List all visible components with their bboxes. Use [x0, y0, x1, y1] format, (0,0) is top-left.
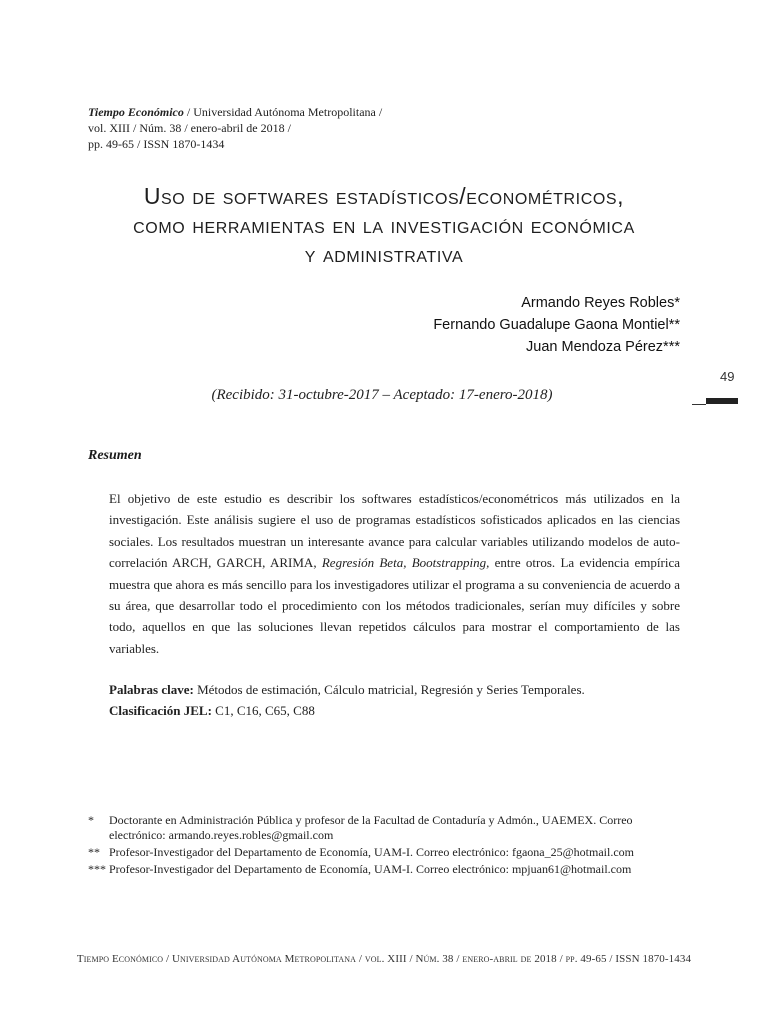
running-footer: Tiempo Económico / Universidad Autónoma Metropolitana / vol. XIII / Núm. 38 / enero-abril de 2018 / pp. 49-65 / ISSN 1870-1434 [76, 953, 692, 965]
footnotes [88, 813, 680, 879]
received-accepted-dates [0, 387, 768, 404]
title-line-2: como herramientas en la investigación económica [133, 212, 635, 238]
footnote-text: Profesor-Investigador del Departamento de Economía, UAM-I. Correo electrónico: fgaona_25@hotmail.com [109, 845, 634, 859]
abstract-italic-terms: Regresión Beta, Bootstrapping, [321, 555, 490, 571]
footnote [88, 862, 680, 877]
abstract-body [109, 488, 680, 659]
journal-name: Tiempo Económico [88, 105, 184, 119]
footnote-text: Profesor-Investigador del Departamento de Economía, UAM-I. Correo electrónico: mpjuan61@hotmail.com [109, 862, 632, 876]
page-number: 49 [720, 369, 735, 384]
jel-label: Clasificación JEL: [109, 702, 212, 718]
title-line-1: Uso de softwares estadísticos/econométricos, [143, 183, 625, 209]
footnote-mark: *** [88, 862, 106, 876]
received-text: (Recibido: 31-octubre-2017 – Aceptado: 17-enero-2018) [211, 387, 553, 403]
header-volume: vol. XIII / Núm. 38 / enero-abril de 2018 / [88, 121, 291, 135]
thumb-tab-rule [692, 404, 706, 405]
footnote [88, 813, 680, 843]
footnote [88, 845, 680, 860]
jel-line [109, 701, 689, 722]
keywords-value: Métodos de estimación, Cálculo matricial, Regresión y Series Temporales. [193, 682, 585, 697]
article-title [80, 182, 688, 269]
author-list [433, 292, 680, 358]
keywords-label: Palabras clave: [109, 682, 194, 697]
title-line-3: y administrativa [304, 241, 464, 267]
abstract-text-1: El objetivo de este estudio es describir los softwares estadísticos/econométricos más utilizados en la investigación. Este análisis sugiere el uso de programas estadísticos sofisticados aplicados en las ciencias sociales. Los resultados muestran un interesante avance para calcular variables utilizando modelos de auto-correlación ARCH, GARCH, ARIMA, [109, 491, 680, 571]
keywords-line [109, 680, 689, 701]
author-name: Juan Mendoza Pérez*** [526, 339, 680, 355]
abstract-text-2: entre otros. La evidencia empírica muestra que ahora es más sencillo para los investigadores utilizar el programa a su conveniencia de acuerdo a su área, que desarrollar todo el procedimiento con los métodos tradicionales, serían muy difíciles y sobre todo, aquellos en que las soluciones llevan repetidos cálculos para mostrar el comportamiento de las variables. [109, 555, 680, 656]
journal-header [88, 104, 488, 152]
footnote-mark: ** [88, 845, 100, 859]
header-pages-issn: pp. 49-65 / ISSN 1870-1434 [88, 137, 225, 151]
abstract-heading: Resumen [88, 448, 142, 463]
footnote-mark: * [88, 813, 94, 827]
footnote-text: Doctorante en Administración Pública y profesor de la Facultad de Contaduría y Admón., UAEMEX. Correo electrónico: armando.reyes.robles@gmail.com [109, 813, 633, 842]
keywords-block [109, 680, 689, 721]
header-affiliation: / Universidad Autónoma Metropolitana / [183, 105, 383, 119]
jel-value: C1, C16, C65, C88 [211, 702, 315, 718]
author-name: Armando Reyes Robles* [521, 295, 680, 311]
header-line-1 [88, 104, 488, 120]
author-name: Fernando Guadalupe Gaona Montiel** [433, 317, 680, 333]
